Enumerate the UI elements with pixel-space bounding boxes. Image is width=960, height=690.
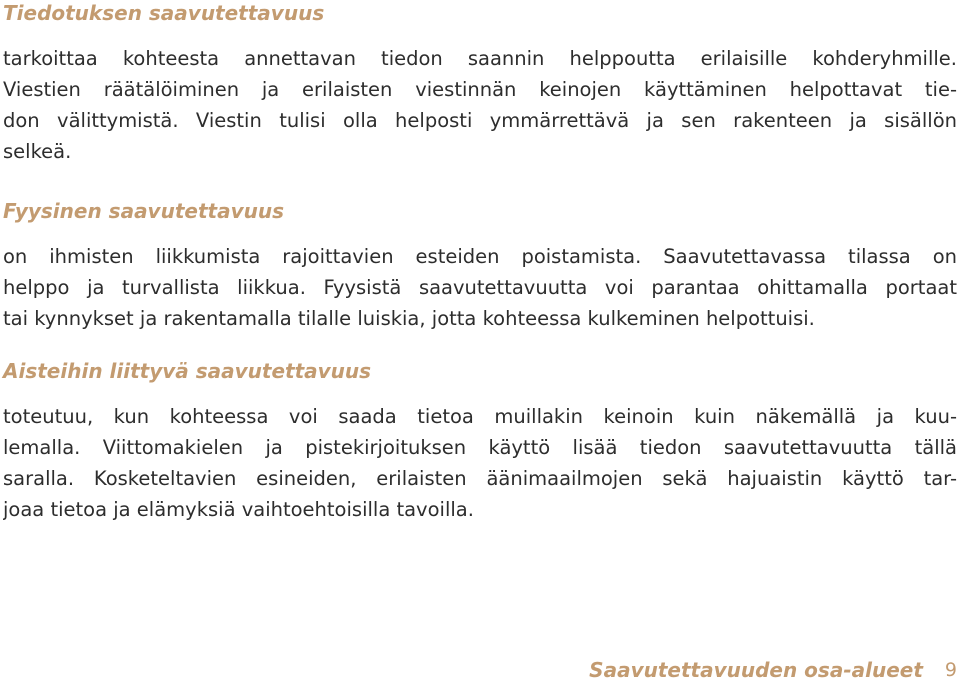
body-line: don välittymistä. Viestin tulisi olla helposti ymmärrettävä ja sen rakenteen ja sisällön — [3, 109, 957, 132]
body-line: toteutuu, kun kohteessa voi saada tietoa muillakin keinoin kuin näkemällä ja kuu- — [3, 405, 957, 428]
page-number: 9 — [944, 659, 957, 681]
body-line: tarkoittaa kohteesta annettavan tiedon saannin helppoutta erilaisille kohderyhmille. — [3, 47, 957, 70]
page-footer — [589, 655, 957, 685]
section-heading: Aisteihin liittyvä saavutettavuus — [3, 359, 372, 383]
section-body — [3, 43, 957, 167]
body-line: selkeä. — [3, 140, 72, 163]
section-physical-accessibility — [3, 198, 957, 334]
body-line: tai kynnykset ja rakentamalla tilalle luiskia, jotta kohteessa kulkeminen helpottuisi. — [3, 307, 815, 330]
footer-title: Saavutettavuuden osa-alueet — [589, 658, 923, 682]
body-line: on ihmisten liikkumista rajoittavien esteiden poistamista. Saavutettavassa tilassa on — [3, 245, 957, 268]
body-line: Viestien räätälöiminen ja erilaisten viestinnän keinojen käyttäminen helpottavat tie- — [3, 78, 957, 101]
body-line: lemalla. Viittomakielen ja pistekirjoituksen käyttö lisää tiedon saavutettavuutta tällä — [3, 436, 957, 459]
section-body — [3, 401, 957, 525]
section-heading: Tiedotuksen saavutettavuus — [3, 1, 325, 25]
body-line: helppo ja turvallista liikkua. Fyysistä saavutettavuutta voi parantaa ohittamalla portaat — [3, 276, 957, 299]
body-line: joaa tietoa ja elämyksiä vaihtoehtoisilla tavoilla. — [3, 498, 474, 521]
section-sensory-accessibility — [3, 358, 957, 525]
body-line: saralla. Kosketeltavien esineiden, erilaisten äänimaailmojen sekä hajuaistin käyttö tar- — [3, 467, 957, 490]
section-body — [3, 241, 957, 334]
section-heading: Fyysinen saavutettavuus — [3, 199, 284, 223]
section-information-accessibility — [3, 0, 957, 167]
